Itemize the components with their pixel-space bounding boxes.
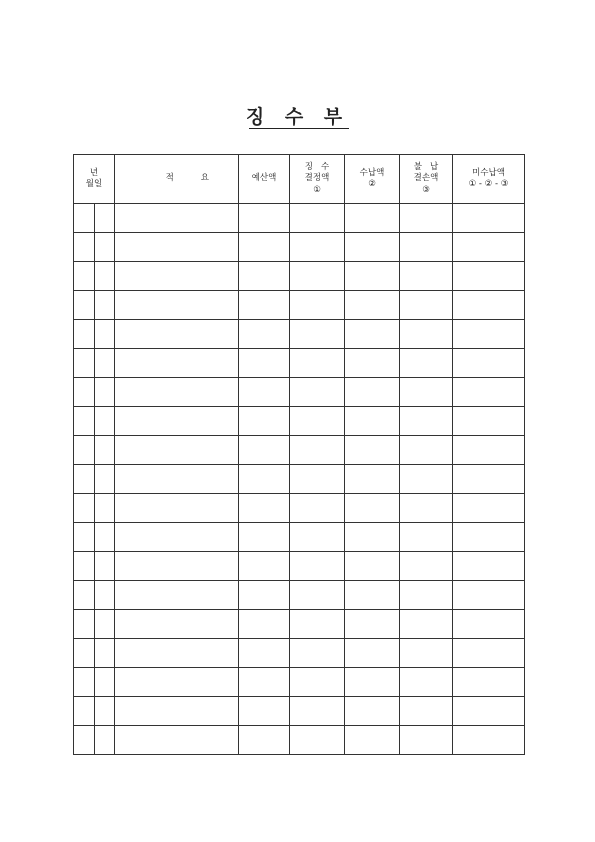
budget-cell[interactable] — [239, 233, 290, 262]
received-cell[interactable] — [345, 378, 400, 407]
table-row — [74, 349, 525, 378]
description-cell[interactable] — [115, 407, 239, 436]
budget-cell[interactable] — [239, 639, 290, 668]
collection-ledger-table — [73, 154, 525, 755]
day-cell[interactable] — [95, 349, 115, 378]
month-cell[interactable] — [74, 349, 95, 378]
description-cell[interactable] — [115, 581, 239, 610]
day-cell[interactable] — [95, 523, 115, 552]
budget-cell[interactable] — [239, 262, 290, 291]
table-row — [74, 726, 525, 755]
table-row — [74, 204, 525, 233]
uncollected-cell[interactable] — [453, 291, 525, 320]
budget-cell[interactable] — [239, 349, 290, 378]
unpaid-loss-cell[interactable] — [400, 436, 453, 465]
budget-cell[interactable] — [239, 697, 290, 726]
month-cell[interactable] — [74, 726, 95, 755]
month-cell[interactable] — [74, 204, 95, 233]
uncollected-cell[interactable] — [453, 262, 525, 291]
collection-decided-cell[interactable] — [290, 697, 345, 726]
month-cell[interactable] — [74, 465, 95, 494]
collection-decided-cell[interactable] — [290, 523, 345, 552]
uncollected-cell[interactable] — [453, 726, 525, 755]
unpaid-loss-cell[interactable] — [400, 465, 453, 494]
received-cell[interactable] — [345, 523, 400, 552]
table-row — [74, 465, 525, 494]
month-cell[interactable] — [74, 320, 95, 349]
collection-decided-cell[interactable] — [290, 204, 345, 233]
uncollected-cell[interactable] — [453, 610, 525, 639]
budget-cell[interactable] — [239, 465, 290, 494]
ledger-body — [74, 204, 525, 755]
collection-decided-cell[interactable] — [290, 291, 345, 320]
table-row — [74, 291, 525, 320]
collection-decided-cell[interactable] — [290, 668, 345, 697]
collection-decided-cell[interactable] — [290, 465, 345, 494]
uncollected-cell[interactable] — [453, 697, 525, 726]
received-cell[interactable] — [345, 291, 400, 320]
uncollected-cell[interactable] — [453, 436, 525, 465]
description-cell[interactable] — [115, 262, 239, 291]
budget-cell[interactable] — [239, 291, 290, 320]
budget-cell[interactable] — [239, 552, 290, 581]
title-underline — [249, 128, 349, 129]
unpaid-loss-cell[interactable] — [400, 610, 453, 639]
uncollected-cell[interactable] — [453, 320, 525, 349]
uncollected-cell[interactable] — [453, 552, 525, 581]
month-cell[interactable] — [74, 378, 95, 407]
collection-decided-cell[interactable] — [290, 726, 345, 755]
header-received: 수납액 ② — [345, 155, 400, 204]
received-cell[interactable] — [345, 668, 400, 697]
table-row — [74, 668, 525, 697]
header-date: 년 월일 — [74, 155, 115, 204]
received-cell[interactable] — [345, 494, 400, 523]
table-row — [74, 610, 525, 639]
unpaid-loss-cell[interactable] — [400, 204, 453, 233]
received-cell[interactable] — [345, 233, 400, 262]
budget-cell[interactable] — [239, 494, 290, 523]
collection-decided-cell[interactable] — [290, 610, 345, 639]
unpaid-loss-cell[interactable] — [400, 581, 453, 610]
month-cell[interactable] — [74, 233, 95, 262]
uncollected-cell[interactable] — [453, 465, 525, 494]
day-cell[interactable] — [95, 639, 115, 668]
received-cell[interactable] — [345, 552, 400, 581]
uncollected-cell[interactable] — [453, 581, 525, 610]
description-cell[interactable] — [115, 726, 239, 755]
received-cell[interactable] — [345, 262, 400, 291]
budget-cell[interactable] — [239, 378, 290, 407]
day-cell[interactable] — [95, 320, 115, 349]
received-cell[interactable] — [345, 697, 400, 726]
month-cell[interactable] — [74, 436, 95, 465]
table-row — [74, 378, 525, 407]
description-cell[interactable] — [115, 639, 239, 668]
table-row — [74, 262, 525, 291]
description-cell[interactable] — [115, 465, 239, 494]
unpaid-loss-cell[interactable] — [400, 697, 453, 726]
day-cell[interactable] — [95, 407, 115, 436]
unpaid-loss-cell[interactable] — [400, 523, 453, 552]
description-cell[interactable] — [115, 523, 239, 552]
unpaid-loss-cell[interactable] — [400, 378, 453, 407]
budget-cell[interactable] — [239, 407, 290, 436]
day-cell[interactable] — [95, 610, 115, 639]
month-cell[interactable] — [74, 581, 95, 610]
table-row — [74, 523, 525, 552]
collection-decided-cell[interactable] — [290, 349, 345, 378]
unpaid-loss-cell[interactable] — [400, 262, 453, 291]
month-cell[interactable] — [74, 291, 95, 320]
budget-cell[interactable] — [239, 581, 290, 610]
unpaid-loss-cell[interactable] — [400, 349, 453, 378]
unpaid-loss-cell[interactable] — [400, 639, 453, 668]
budget-cell[interactable] — [239, 436, 290, 465]
day-cell[interactable] — [95, 552, 115, 581]
table-row — [74, 639, 525, 668]
unpaid-loss-cell[interactable] — [400, 407, 453, 436]
header-collection-decided: 징 수 결정액 ① — [290, 155, 345, 204]
collection-decided-cell[interactable] — [290, 581, 345, 610]
header-row — [74, 155, 525, 204]
header-description: 적 요 — [115, 155, 239, 204]
description-cell[interactable] — [115, 610, 239, 639]
received-cell[interactable] — [345, 610, 400, 639]
description-cell[interactable] — [115, 378, 239, 407]
uncollected-cell[interactable] — [453, 668, 525, 697]
collection-decided-cell[interactable] — [290, 407, 345, 436]
page-title: 징 수 부 — [245, 106, 350, 128]
table-row — [74, 494, 525, 523]
month-cell[interactable] — [74, 639, 95, 668]
description-cell[interactable] — [115, 494, 239, 523]
description-cell[interactable] — [115, 668, 239, 697]
month-cell[interactable] — [74, 407, 95, 436]
collection-decided-cell[interactable] — [290, 320, 345, 349]
budget-cell[interactable] — [239, 726, 290, 755]
received-cell[interactable] — [345, 320, 400, 349]
uncollected-cell[interactable] — [453, 204, 525, 233]
received-cell[interactable] — [345, 726, 400, 755]
description-cell[interactable] — [115, 204, 239, 233]
received-cell[interactable] — [345, 349, 400, 378]
unpaid-loss-cell[interactable] — [400, 668, 453, 697]
uncollected-cell[interactable] — [453, 494, 525, 523]
month-cell[interactable] — [74, 523, 95, 552]
budget-cell[interactable] — [239, 610, 290, 639]
unpaid-loss-cell[interactable] — [400, 320, 453, 349]
uncollected-cell[interactable] — [453, 523, 525, 552]
received-cell[interactable] — [345, 581, 400, 610]
table-row — [74, 320, 525, 349]
received-cell[interactable] — [345, 407, 400, 436]
uncollected-cell[interactable] — [453, 233, 525, 262]
description-cell[interactable] — [115, 320, 239, 349]
collection-decided-cell[interactable] — [290, 378, 345, 407]
unpaid-loss-cell[interactable] — [400, 494, 453, 523]
description-cell[interactable] — [115, 436, 239, 465]
description-cell[interactable] — [115, 233, 239, 262]
day-cell[interactable] — [95, 233, 115, 262]
uncollected-cell[interactable] — [453, 349, 525, 378]
description-cell[interactable] — [115, 349, 239, 378]
unpaid-loss-cell[interactable] — [400, 726, 453, 755]
month-cell[interactable] — [74, 262, 95, 291]
table-row — [74, 233, 525, 262]
budget-cell[interactable] — [239, 523, 290, 552]
day-cell[interactable] — [95, 697, 115, 726]
day-cell[interactable] — [95, 581, 115, 610]
description-cell[interactable] — [115, 291, 239, 320]
month-cell[interactable] — [74, 668, 95, 697]
collection-decided-cell[interactable] — [290, 436, 345, 465]
day-cell[interactable] — [95, 262, 115, 291]
uncollected-cell[interactable] — [453, 378, 525, 407]
day-cell[interactable] — [95, 726, 115, 755]
received-cell[interactable] — [345, 204, 400, 233]
table-row — [74, 407, 525, 436]
unpaid-loss-cell[interactable] — [400, 233, 453, 262]
collection-decided-cell[interactable] — [290, 262, 345, 291]
header-unpaid-loss: 불 납 결손액 ③ — [400, 155, 453, 204]
received-cell[interactable] — [345, 465, 400, 494]
header-budget: 예산액 — [239, 155, 290, 204]
day-cell[interactable] — [95, 668, 115, 697]
collection-decided-cell[interactable] — [290, 639, 345, 668]
day-cell[interactable] — [95, 494, 115, 523]
table-row — [74, 436, 525, 465]
day-cell[interactable] — [95, 465, 115, 494]
collection-decided-cell[interactable] — [290, 233, 345, 262]
month-cell[interactable] — [74, 610, 95, 639]
budget-cell[interactable] — [239, 204, 290, 233]
collection-decided-cell[interactable] — [290, 494, 345, 523]
month-cell[interactable] — [74, 697, 95, 726]
uncollected-cell[interactable] — [453, 407, 525, 436]
unpaid-loss-cell[interactable] — [400, 552, 453, 581]
day-cell[interactable] — [95, 378, 115, 407]
uncollected-cell[interactable] — [453, 639, 525, 668]
description-cell[interactable] — [115, 552, 239, 581]
table-row — [74, 552, 525, 581]
received-cell[interactable] — [345, 639, 400, 668]
budget-cell[interactable] — [239, 668, 290, 697]
received-cell[interactable] — [345, 436, 400, 465]
month-cell[interactable] — [74, 494, 95, 523]
table-row — [74, 581, 525, 610]
description-cell[interactable] — [115, 697, 239, 726]
day-cell[interactable] — [95, 291, 115, 320]
collection-decided-cell[interactable] — [290, 552, 345, 581]
header-uncollected: 미수납액 ① - ② - ③ — [453, 155, 525, 204]
day-cell[interactable] — [95, 204, 115, 233]
day-cell[interactable] — [95, 436, 115, 465]
unpaid-loss-cell[interactable] — [400, 291, 453, 320]
budget-cell[interactable] — [239, 320, 290, 349]
month-cell[interactable] — [74, 552, 95, 581]
table-row — [74, 697, 525, 726]
